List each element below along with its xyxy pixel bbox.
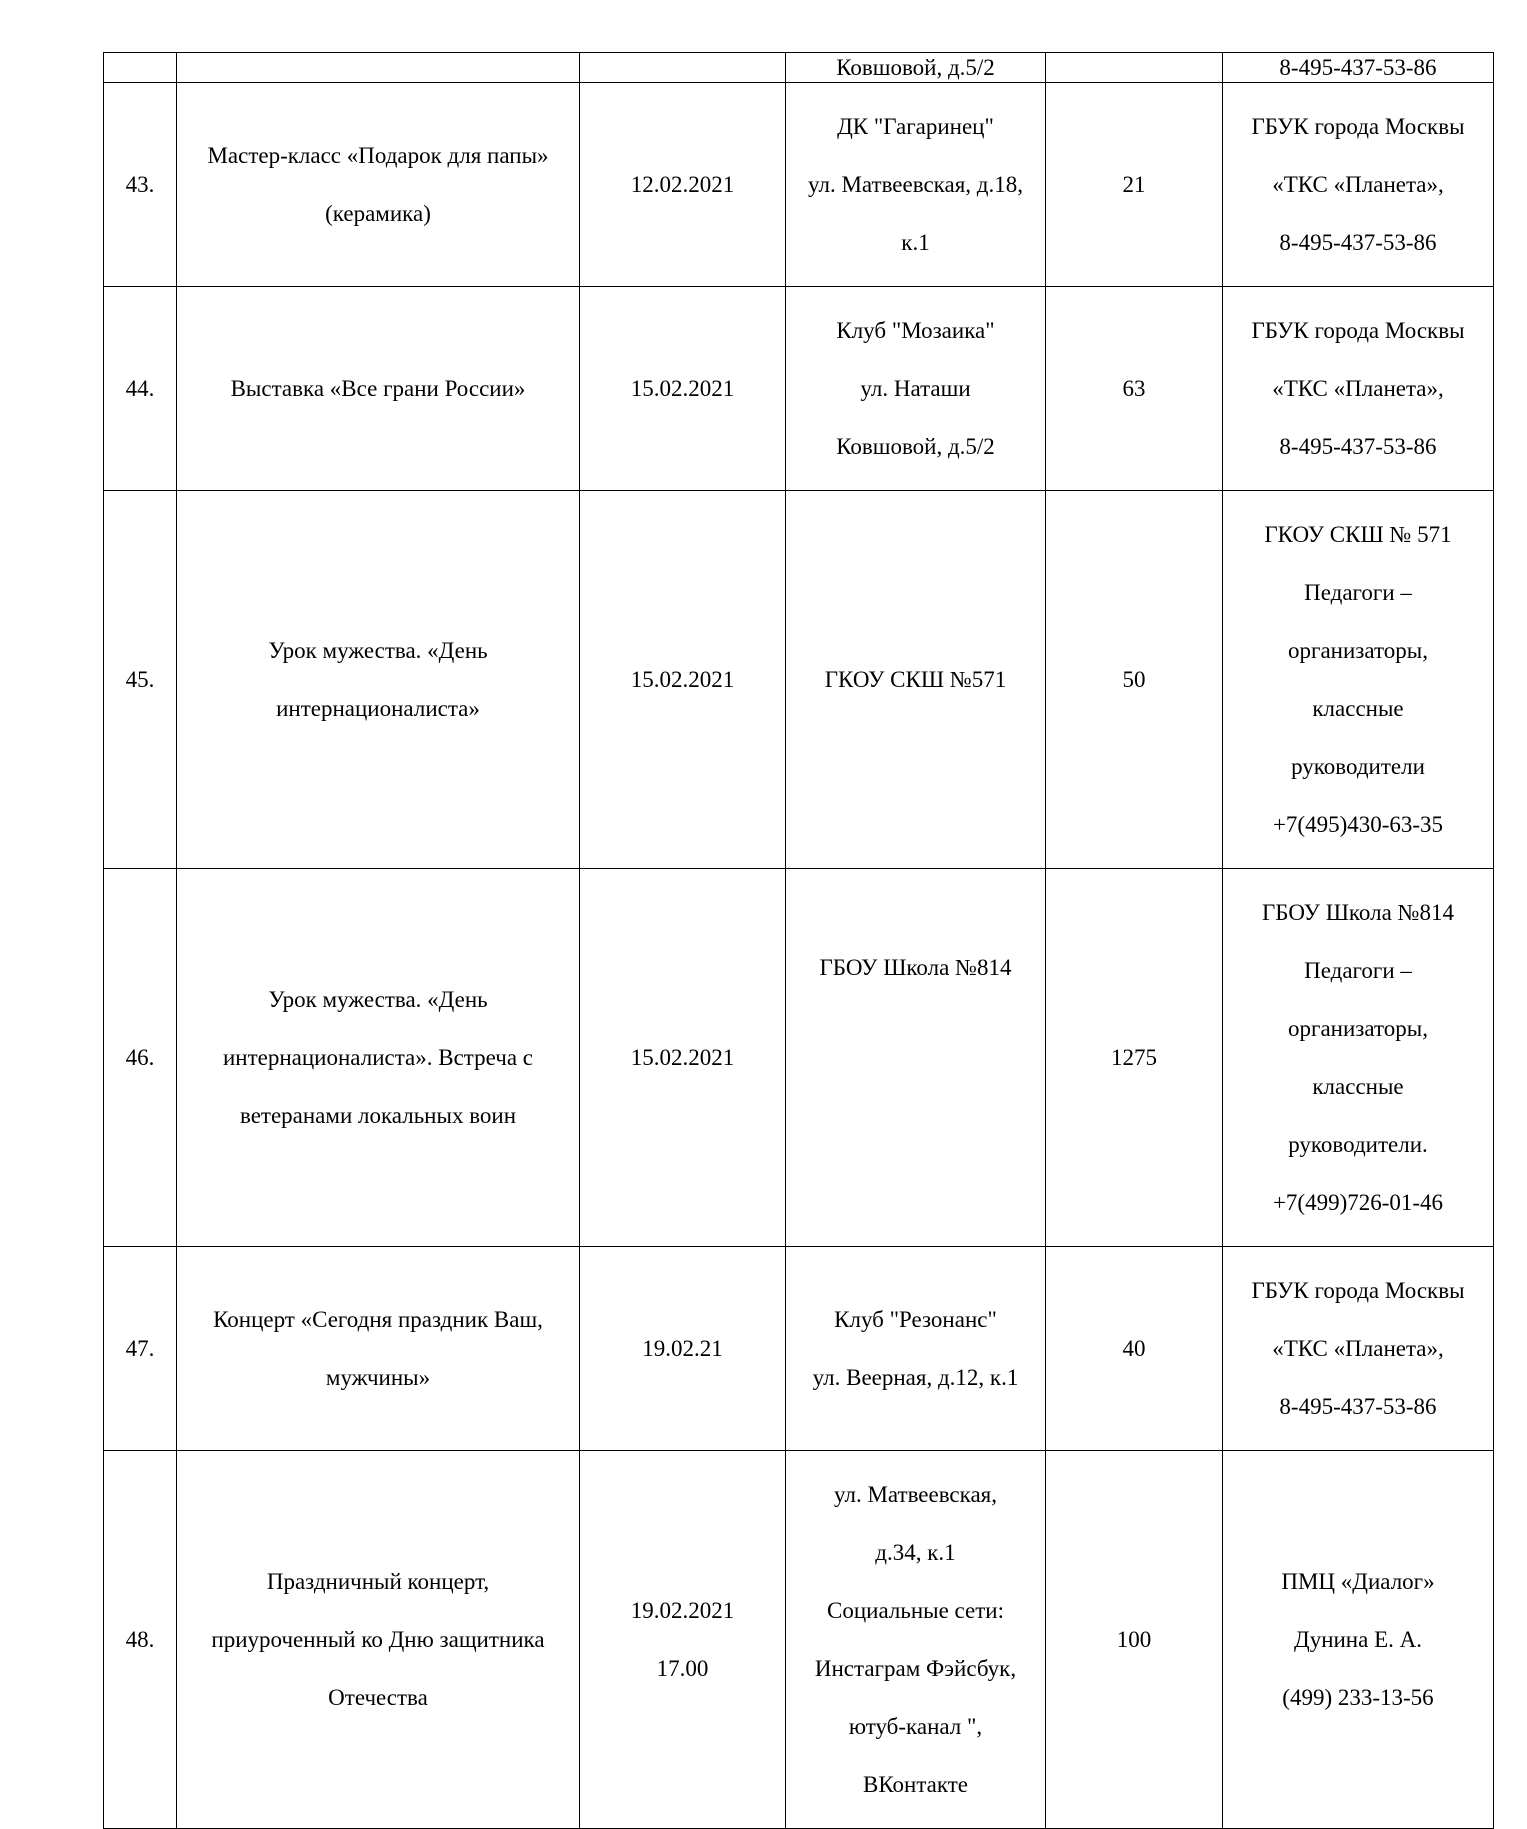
- events-table-body: [104, 53, 1494, 1829]
- event-title: [177, 869, 580, 1247]
- event-title: [177, 53, 580, 83]
- event-organizer-line: (499) 233-13-56: [1282, 1685, 1434, 1710]
- participant-count: 100: [1046, 1451, 1223, 1829]
- event-title: [177, 1451, 580, 1829]
- event-place: [786, 869, 1046, 1247]
- event-organizer: 8-495-437-53-86: [1223, 53, 1494, 83]
- participant-count: 63: [1046, 287, 1223, 491]
- events-table: [103, 52, 1494, 1829]
- participant-count: [1046, 53, 1223, 83]
- event-place: [786, 1451, 1046, 1829]
- table-row: [104, 53, 1494, 83]
- event-organizer-line: руководители: [1291, 754, 1425, 779]
- event-date-line: 15.02.2021: [630, 667, 735, 692]
- event-number: 46.: [104, 869, 177, 1247]
- event-organizer-line: «ТКС «Планета»,: [1272, 172, 1444, 197]
- event-place-line: ютуб-канал ",: [848, 1714, 983, 1739]
- event-organizer-line: 8-495-437-53-86: [1279, 434, 1437, 459]
- event-place-line: Клуб "Резонанс": [834, 1307, 997, 1332]
- event-organizer-line: ГБОУ Школа №814: [1262, 900, 1454, 925]
- event-organizer-line: организаторы,: [1288, 638, 1428, 663]
- event-place-line: Ковшовой, д.5/2: [836, 434, 995, 459]
- event-organizer-line: «ТКС «Планета»,: [1272, 1336, 1444, 1361]
- event-place-line: ВКонтакте: [862, 1772, 969, 1797]
- event-number: 45.: [104, 491, 177, 869]
- event-date-line: 19.02.21: [642, 1336, 723, 1361]
- event-title-line: ветеранами локальных воин: [239, 1103, 517, 1128]
- event-date: [580, 1451, 786, 1829]
- event-title: [177, 1247, 580, 1451]
- event-organizer-line: +7(499)726-01-46: [1272, 1190, 1444, 1215]
- event-place: [786, 1247, 1046, 1451]
- event-title-line: Отечества: [328, 1685, 428, 1710]
- event-organizer-line: руководители.: [1288, 1132, 1428, 1157]
- table-row: [104, 491, 1494, 869]
- event-title-line: приуроченный ко Дню защитника: [211, 1627, 545, 1652]
- event-number: 43.: [104, 83, 177, 287]
- event-organizer-line: классные: [1312, 696, 1404, 721]
- event-date: [580, 491, 786, 869]
- event-place: [786, 83, 1046, 287]
- event-organizer: [1223, 491, 1494, 869]
- event-title: [177, 83, 580, 287]
- event-title-line: Праздничный концерт,: [266, 1569, 490, 1594]
- event-date: [580, 287, 786, 491]
- event-place-line: Социальные сети:: [826, 1598, 1004, 1623]
- participant-count: 40: [1046, 1247, 1223, 1451]
- event-date: [580, 1247, 786, 1451]
- event-date-line: 12.02.2021: [630, 172, 735, 197]
- event-organizer-line: 8-495-437-53-86: [1279, 230, 1437, 255]
- event-organizer-line: Педагоги –: [1304, 958, 1412, 983]
- event-place-line: ДК "Гагаринец": [837, 114, 994, 139]
- event-date: [580, 869, 786, 1247]
- event-title-line: интернационалиста». Встреча с: [222, 1045, 534, 1070]
- event-number: 48.: [104, 1451, 177, 1829]
- participant-count: 1275: [1046, 869, 1223, 1247]
- event-title-line: (керамика): [325, 201, 431, 226]
- event-place: Ковшовой, д.5/2: [786, 53, 1046, 83]
- event-organizer-line: «ТКС «Планета»,: [1272, 376, 1444, 401]
- event-place-line: Клуб "Мозаика": [836, 318, 995, 343]
- event-organizer-line: Дунина Е. А.: [1294, 1627, 1422, 1652]
- event-organizer-line: классные: [1312, 1074, 1404, 1099]
- event-place-line: ул. Матвеевская,: [833, 1482, 998, 1507]
- table-row: [104, 869, 1494, 1247]
- event-title-line: Выставка «Все грани России»: [230, 376, 526, 401]
- event-organizer-line: +7(495)430-63-35: [1272, 812, 1444, 837]
- event-organizer: [1223, 287, 1494, 491]
- event-place-line: ул. Наташи: [860, 376, 971, 401]
- table-row: [104, 1247, 1494, 1451]
- event-number: 44.: [104, 287, 177, 491]
- event-title-line: Мастер-класс «Подарок для папы»: [207, 143, 549, 168]
- event-title: [177, 491, 580, 869]
- table-row: [104, 287, 1494, 491]
- event-organizer-line: 8-495-437-53-86: [1279, 1394, 1437, 1419]
- table-row: [104, 83, 1494, 287]
- event-place-line: Инстаграм Фэйсбук,: [814, 1656, 1017, 1681]
- event-organizer-line: ГБУК города Москвы: [1251, 114, 1465, 139]
- participant-count: 21: [1046, 83, 1223, 287]
- event-organizer: [1223, 83, 1494, 287]
- event-organizer-line: организаторы,: [1288, 1016, 1428, 1041]
- event-organizer: [1223, 1451, 1494, 1829]
- event-date: [580, 83, 786, 287]
- event-organizer-line: ПМЦ «Диалог»: [1281, 1569, 1435, 1594]
- event-organizer-line: ГБУК города Москвы: [1251, 318, 1465, 343]
- event-title-line: Концерт «Сегодня праздник Ваш,: [213, 1307, 543, 1332]
- event-date-line: 17.00: [656, 1656, 709, 1681]
- event-organizer: [1223, 869, 1494, 1247]
- event-date-line: 15.02.2021: [630, 376, 735, 401]
- event-organizer: [1223, 1247, 1494, 1451]
- event-organizer-line: ГКОУ СКШ № 571: [1264, 522, 1452, 547]
- event-title-line: Урок мужества. «День: [268, 638, 488, 663]
- event-title: [177, 287, 580, 491]
- event-place-line: к.1: [901, 230, 930, 255]
- event-place-line: ГБОУ Школа №814: [819, 955, 1012, 980]
- event-place: [786, 287, 1046, 491]
- event-title-line: интернационалиста»: [276, 696, 480, 721]
- event-place-line: ул. Матвеевская, д.18,: [808, 172, 1023, 197]
- event-place-line: д.34, к.1: [875, 1540, 956, 1565]
- event-date-line: 15.02.2021: [630, 1045, 735, 1070]
- event-place: [786, 491, 1046, 869]
- event-title-line: мужчины»: [325, 1365, 431, 1390]
- event-organizer-line: Педагоги –: [1304, 580, 1412, 605]
- table-row: [104, 1451, 1494, 1829]
- event-number: 47.: [104, 1247, 177, 1451]
- event-place-line: ГКОУ СКШ №571: [824, 667, 1007, 692]
- event-title-line: Урок мужества. «День: [268, 987, 488, 1012]
- participant-count: 50: [1046, 491, 1223, 869]
- event-date-line: 19.02.2021: [630, 1598, 735, 1623]
- event-date: [580, 53, 786, 83]
- event-number: [104, 53, 177, 83]
- event-organizer-line: ГБУК города Москвы: [1251, 1278, 1465, 1303]
- event-place-line: ул. Веерная, д.12, к.1: [812, 1365, 1019, 1390]
